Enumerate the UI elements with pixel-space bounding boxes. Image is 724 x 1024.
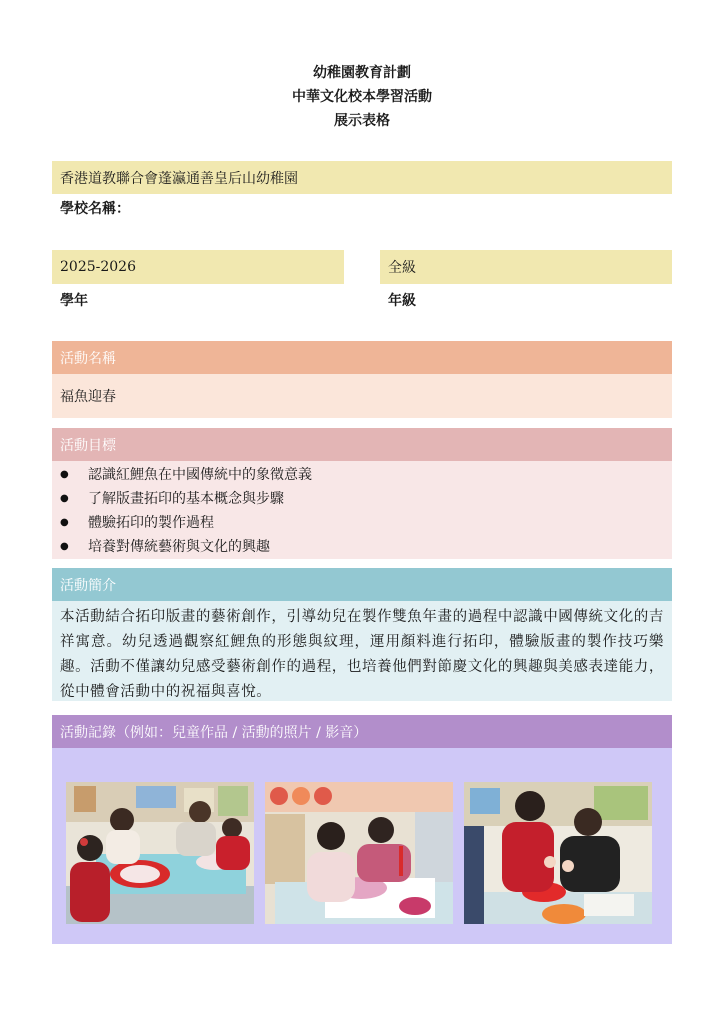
title-line-2: 中華文化校本學習活動 xyxy=(292,89,432,105)
introduction-text: 本活動結合拓印版畫的藝術創作，引導幼兒在製作雙魚年畫的過程中認識中國傳統文化的吉祥寓意。幼兒透過觀察紅鯉魚的形態與紋理，運用顏料進行拓印，體驗版畫的製作技巧樂趣。活動不僅讓幼兒感受藝術創作的過程，也培養他們對節慶文化的興趣與美感表達能力，從中體會活動中的祝福與喜悅。 xyxy=(60,609,664,700)
grade-field: 全級 xyxy=(380,250,672,284)
grade-label: 年級 xyxy=(388,293,416,309)
objectives-list xyxy=(52,461,672,559)
introduction-header: 活動簡介 xyxy=(52,568,672,601)
title-line-3: 展示表格 xyxy=(334,113,390,129)
activity-name-header: 活動名稱 xyxy=(52,341,672,374)
records-header: 活動記錄（例如：兒童作品 / 活動的照片 / 影音） xyxy=(52,715,672,748)
title-line-1: 幼稚園教育計劃 xyxy=(313,65,411,81)
objective-item: ● 了解版畫拓印的基本概念與步驟 xyxy=(52,487,672,511)
objectives-body xyxy=(52,461,672,559)
activity-photo-1 xyxy=(66,782,254,924)
activity-photo-2 xyxy=(265,782,453,924)
activity-name-value: 福魚迎春 xyxy=(52,374,672,418)
objective-item: ● 認識紅鯉魚在中國傳統中的象徵意義 xyxy=(52,463,672,487)
objectives-header: 活動目標 xyxy=(52,428,672,461)
school-name-field: 香港道教聯合會蓬瀛通善皇后山幼稚園 xyxy=(52,161,672,194)
activity-photo-3 xyxy=(464,782,652,924)
school-year-field: 2025-2026 xyxy=(52,250,344,284)
school-name-label: 學校名稱： xyxy=(60,201,130,217)
objective-item: ● 培養對傳統藝術與文化的興趣 xyxy=(52,535,672,559)
introduction-body xyxy=(52,601,672,701)
objective-item: ● 體驗拓印的製作過程 xyxy=(52,511,672,535)
school-year-label: 學年 xyxy=(60,293,88,309)
